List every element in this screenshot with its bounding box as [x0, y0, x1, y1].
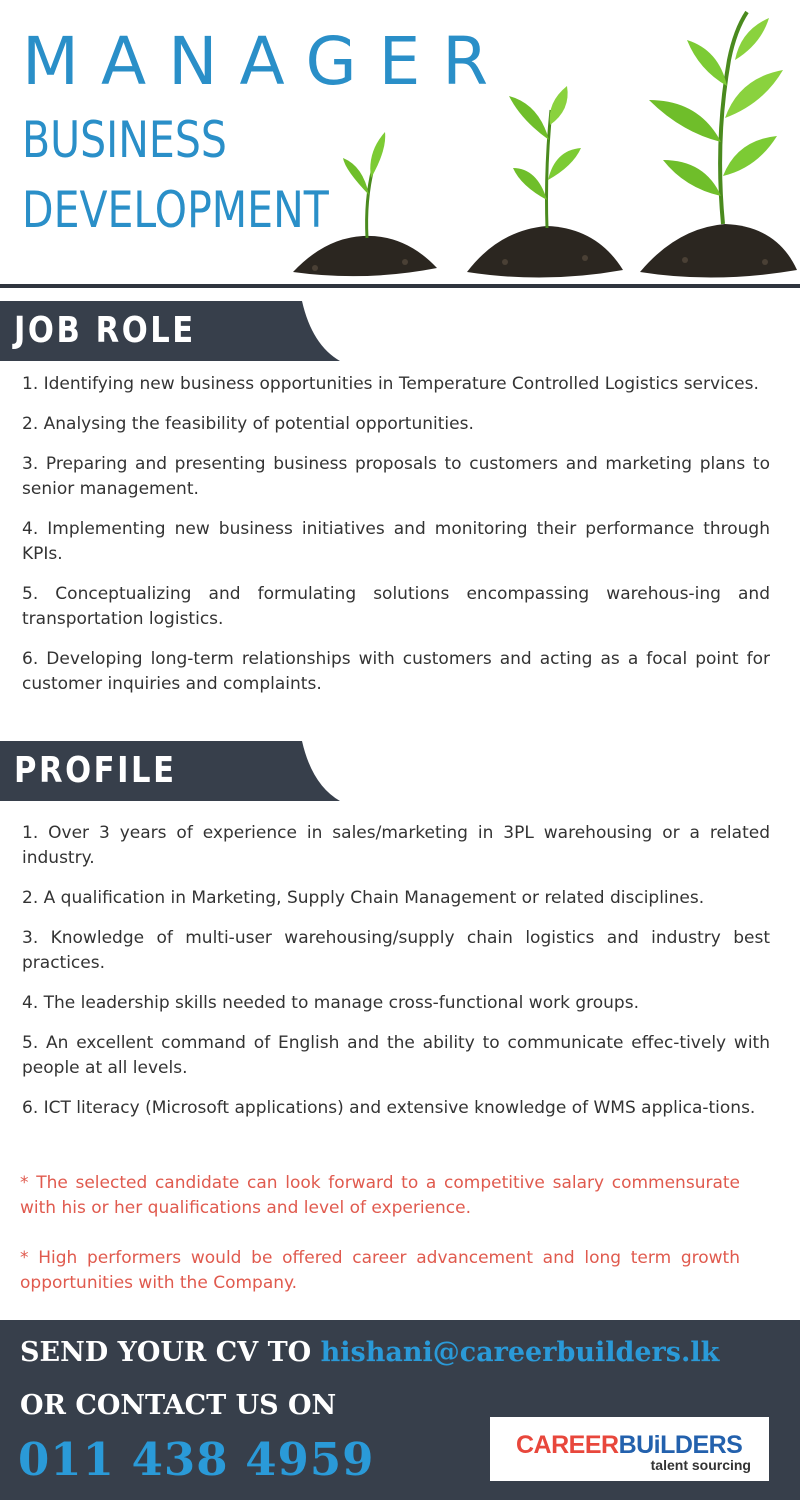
seedling-growth-icon [285, 0, 800, 282]
profile-heading [0, 741, 340, 801]
job-role-title: JOB ROLE [14, 310, 196, 351]
list-item: 5. An excellent command of English and the ability to communicate effec-tively with people at all levels. [22, 1033, 770, 1078]
list-item: 6. Developing long-term relationships with customers and acting as a focal point for customer inquiries and complaints. [22, 649, 770, 694]
list-item: 1. Identifying new business opportunities in Temperature Controlled Logistics services. [22, 374, 759, 394]
contact-footer [0, 1320, 800, 1500]
job-role-heading [0, 301, 340, 361]
logo-tagline: talent sourcing [650, 1457, 751, 1473]
send-cv-line [20, 1336, 719, 1370]
list-item: 4. Implementing new business initiatives and monitoring their performance through KPIs. [22, 519, 770, 564]
profile-title: PROFILE [14, 750, 177, 791]
career-note: * High performers would be offered career advancement and long term growth opportunities with the Company. [20, 1248, 740, 1293]
logo-wordmark: CAREERBUiLDERS [516, 1431, 743, 1459]
salary-note: * The selected candidate can look forward to a competitive salary commensurate with his or her qualifications and level of experience. [20, 1173, 740, 1218]
list-item: 5. Conceptualizing and formulating solutions encompassing warehous-ing and transportation logistics. [22, 584, 770, 629]
list-item: 2. Analysing the feasibility of potential opportunities. [22, 414, 474, 434]
list-item: 4. The leadership skills needed to manage cross-functional work groups. [22, 993, 639, 1013]
profile-list [22, 821, 770, 1136]
title-business: BUSINESS [22, 111, 227, 169]
job-role-list [22, 372, 770, 712]
title-development: DEVELOPMENT [22, 181, 329, 239]
header [0, 0, 800, 288]
list-item: 3. Preparing and presenting business proposals to customers and marketing plans to senior management. [22, 454, 770, 499]
list-item: 3. Knowledge of multi-user warehousing/supply chain logistics and industry best practices. [22, 928, 770, 973]
send-cv-label: SEND YOUR CV TO [20, 1337, 321, 1368]
list-item: 2. A qualification in Marketing, Supply Chain Management or related disciplines. [22, 888, 705, 908]
email-link[interactable]: hishani@careerbuilders.lk [320, 1337, 720, 1368]
title-manager: MANAGER [22, 23, 511, 100]
list-item: 6. ICT literacy (Microsoft applications) and extensive knowledge of WMS applica-tions. [22, 1098, 756, 1118]
phone-number[interactable]: 011 438 4959 [18, 1433, 375, 1486]
header-divider [0, 284, 800, 288]
contact-label: OR CONTACT US ON [20, 1390, 337, 1421]
list-item: 1. Over 3 years of experience in sales/marketing in 3PL warehousing or a related industry. [22, 823, 770, 868]
careerbuilders-logo [490, 1417, 769, 1481]
